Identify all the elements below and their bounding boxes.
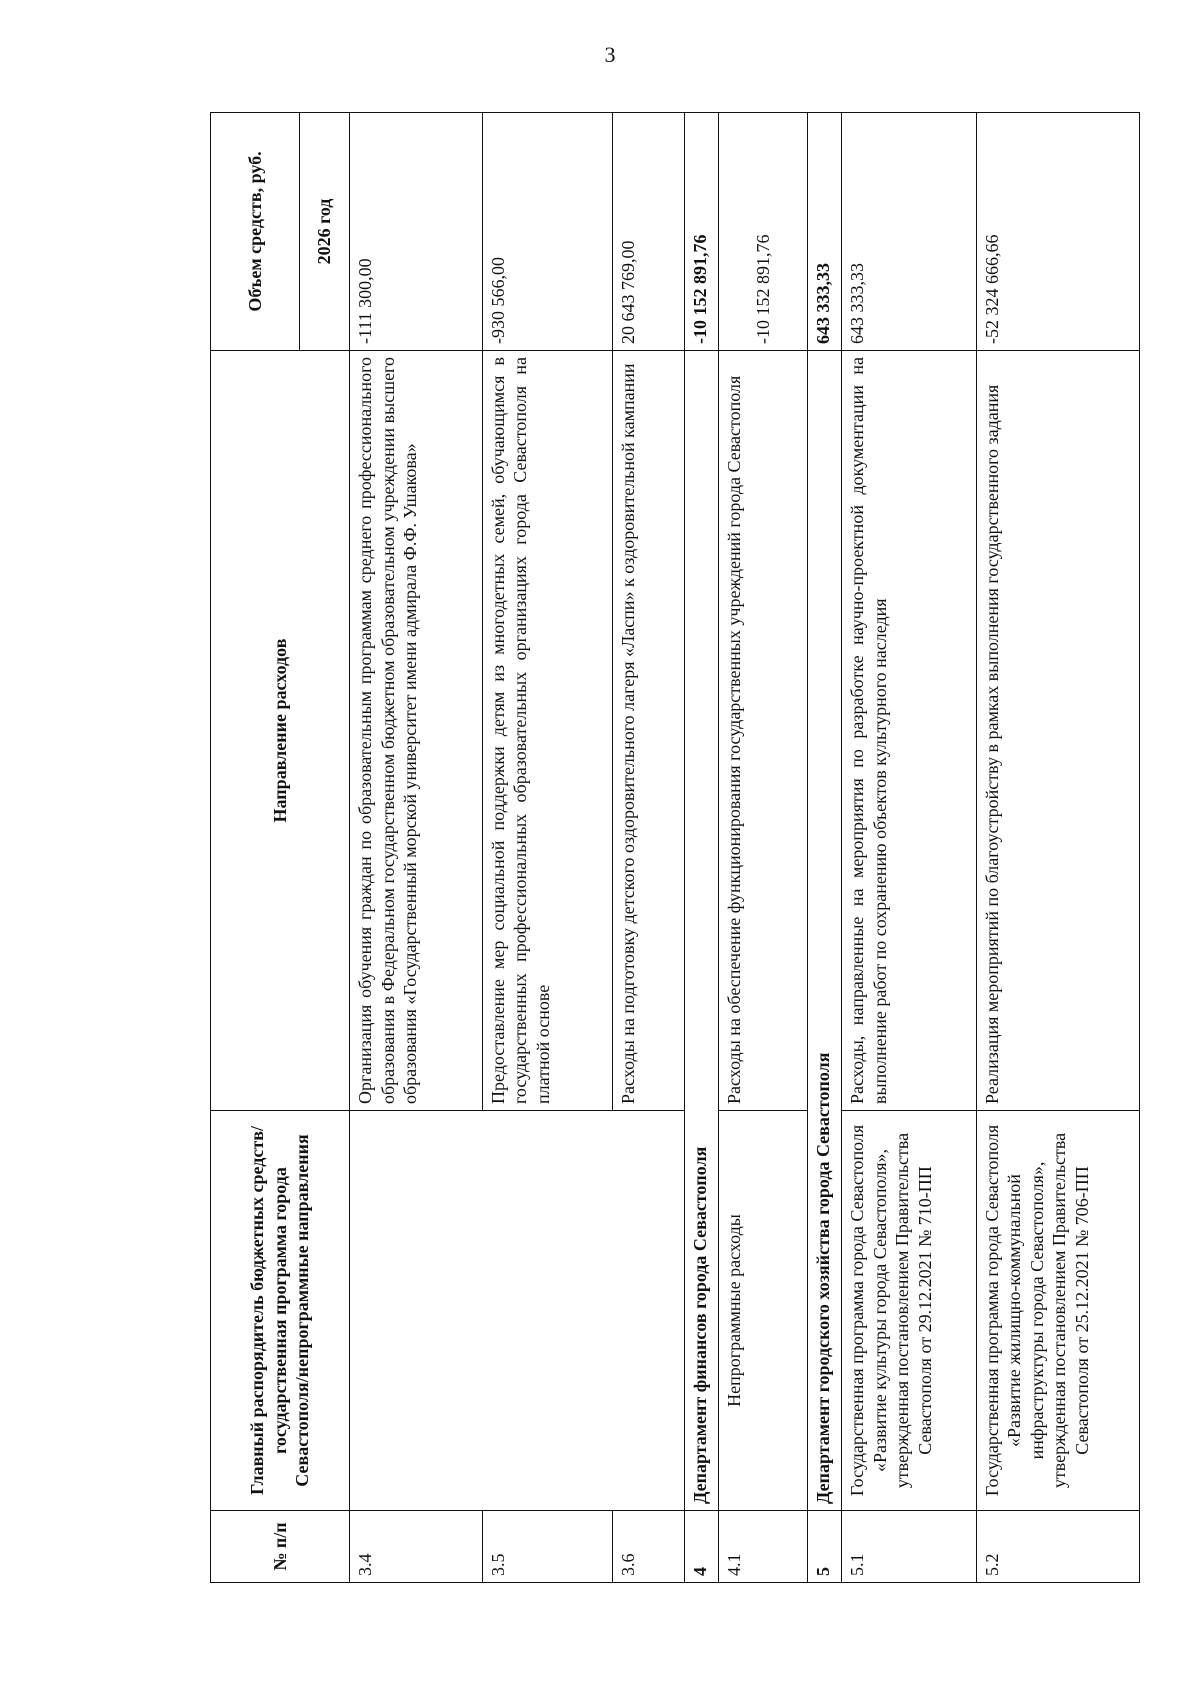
department-row [808,113,842,1583]
table-row [350,113,483,1583]
department-num: 5 [808,1511,842,1583]
department-row [684,113,718,1583]
row-num: 3.6 [612,1511,684,1583]
expenses-table [210,112,1140,1583]
row-amount: 20 643 769,00 [612,113,684,351]
page-number: 3 [604,42,616,67]
department-amount: 643 333,33 [808,113,842,351]
row-program [350,1111,685,1511]
table-row [976,113,1139,1583]
row-amount: -52 324 666,66 [976,113,1139,351]
row-program: Государственная программа города Севастополя «Развитие культуры города Севастополя», утвержденная постановлением Правительства Севастополя от 29.12.2021 № 710-ПП [842,1111,977,1511]
row-program: Государственная программа города Севастополя «Развитие жилищно-коммунальной инфраструктуры города Севастополя», утвержденная постановлением Правительства Севастополя от 25.12.2021 № 706-ПП [976,1111,1139,1511]
row-description: Организация обучения граждан по образовательным программам среднего профессионального образования в Федеральном государственном бюджетном образовательном учреждении высшего образования «Государственный морской университет имени адмирала Ф.Ф. Ушакова» [350,351,483,1111]
row-num: 4.1 [718,1511,807,1583]
row-description: Расходы на подготовку детского оздоровительного лагеря «Ласпи» к оздоровительной кампании [612,351,684,1111]
row-program: Непрограммные расходы [718,1111,807,1511]
row-num: 5.2 [976,1511,1139,1583]
header-year: 2026 год [300,113,350,351]
header-volume: Объем средств, руб. [211,113,300,351]
department-name: Департамент финансов города Севастополя [684,351,718,1511]
row-description: Предоставление мер социальной поддержки детям из многодетных семей, обучающимся в государственных профессиональных образовательных организациях города Севастополя на платной основе [482,351,612,1111]
row-num: 3.5 [482,1511,612,1583]
department-name: Департамент городского хозяйства города Севастополя [808,351,842,1511]
department-amount: -10 152 891,76 [684,113,718,351]
department-num: 4 [684,1511,718,1583]
row-description: Расходы, направленные на мероприятия по разработке научно-проектной документации на выполнение работ по сохранению объектов культурного наследия [842,351,977,1111]
table-row [842,113,977,1583]
row-amount: -930 566,00 [482,113,612,351]
table-header-row [211,113,300,1583]
row-description: Расходы на обеспечение функционирования государственных учреждений города Севастополя [718,351,807,1111]
header-num: № п/п [211,1511,350,1583]
row-amount: -111 300,00 [350,113,483,351]
row-description: Реализация мероприятий по благоустройству в рамках выполнения государственного задания [976,351,1139,1111]
row-amount: -10 152 891,76 [718,113,807,351]
row-num: 5.1 [842,1511,977,1583]
row-amount: 643 333,33 [842,113,977,351]
header-direction: Направление расходов [211,351,350,1111]
table-row [718,113,807,1583]
header-admin: Главный распорядитель бюджетных средств/государственная программа города Севастополя/непрограммные направления [211,1111,350,1511]
rotated-table-wrapper [210,113,1140,1583]
row-num: 3.4 [350,1511,483,1583]
